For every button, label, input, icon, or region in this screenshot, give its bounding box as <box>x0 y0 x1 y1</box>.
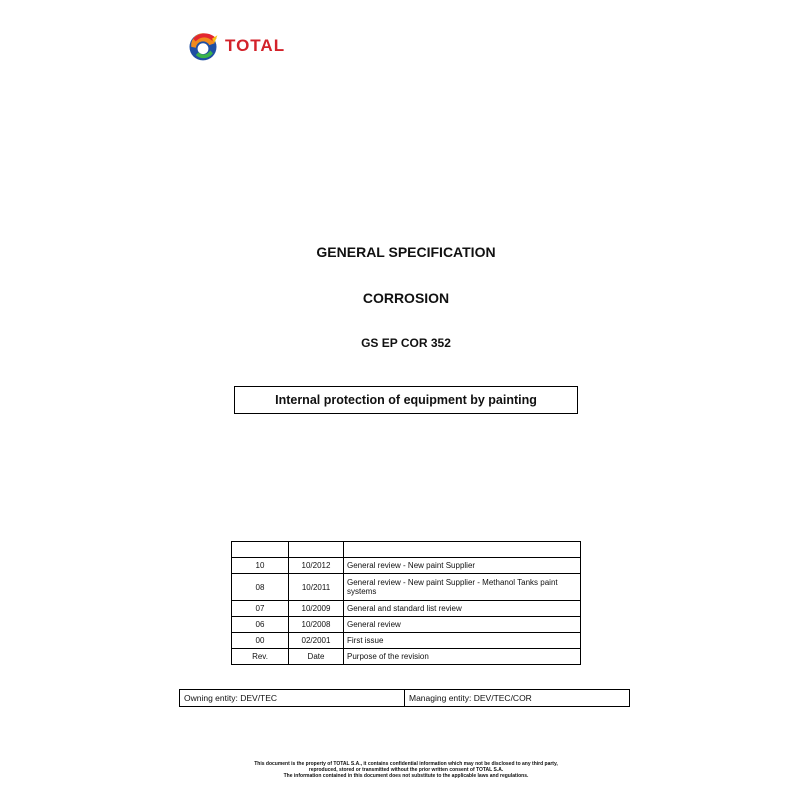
total-logo-icon <box>185 28 221 64</box>
table-row <box>232 558 581 574</box>
footer-line: This document is the property of TOTAL S.A., it contains confidential information which may not be disclosed to any third party, <box>254 761 558 767</box>
revision-cell: 08 <box>232 574 289 601</box>
purpose-cell: General review - New paint Supplier <box>344 558 581 574</box>
table-row <box>232 617 581 633</box>
date-cell: 02/2001 <box>289 633 344 649</box>
footer-line: The information contained in this document does not substitute to the applicable laws and regulations. <box>283 773 529 779</box>
table-row <box>232 633 581 649</box>
footer-line: reproduced, stored or transmitted without the prior written consent of TOTAL S.A. <box>308 767 504 773</box>
revision-column-header: Rev. <box>232 649 289 665</box>
owning-entity: Owning entity: DEV/TEC <box>180 690 405 707</box>
table-row <box>180 690 630 707</box>
date-cell: 10/2009 <box>289 601 344 617</box>
document-reference: GS EP COR 352 <box>361 336 451 350</box>
confidentiality-notice <box>200 761 612 779</box>
table-row <box>232 542 581 558</box>
revision-cell: 00 <box>232 633 289 649</box>
document-discipline-title: CORROSION <box>362 290 450 306</box>
revision-cell: 06 <box>232 617 289 633</box>
document-subject: Internal protection of equipment by painting <box>275 393 537 407</box>
table-row <box>232 601 581 617</box>
revision-cell <box>232 542 289 558</box>
managing-entity: Managing entity: DEV/TEC/COR <box>405 690 630 707</box>
date-column-header: Date <box>289 649 344 665</box>
purpose-cell: General review <box>344 617 581 633</box>
table-row <box>232 574 581 601</box>
revision-cell: 10 <box>232 558 289 574</box>
company-logo <box>185 28 285 64</box>
purpose-cell: General and standard list review <box>344 601 581 617</box>
revision-table <box>231 541 581 665</box>
purpose-cell: General review - New paint Supplier - Methanol Tanks paint systems <box>344 574 581 601</box>
table-header-row <box>232 649 581 665</box>
purpose-column-header: Purpose of the revision <box>344 649 581 665</box>
date-cell: 10/2011 <box>289 574 344 601</box>
document-type-title: GENERAL SPECIFICATION <box>316 244 496 260</box>
entity-table <box>179 689 630 707</box>
purpose-cell <box>344 542 581 558</box>
date-cell: 10/2008 <box>289 617 344 633</box>
revision-cell: 07 <box>232 601 289 617</box>
document-subject-box <box>234 386 578 414</box>
date-cell: 10/2012 <box>289 558 344 574</box>
purpose-cell: First issue <box>344 633 581 649</box>
brand-name: TOTAL <box>225 36 286 55</box>
date-cell <box>289 542 344 558</box>
